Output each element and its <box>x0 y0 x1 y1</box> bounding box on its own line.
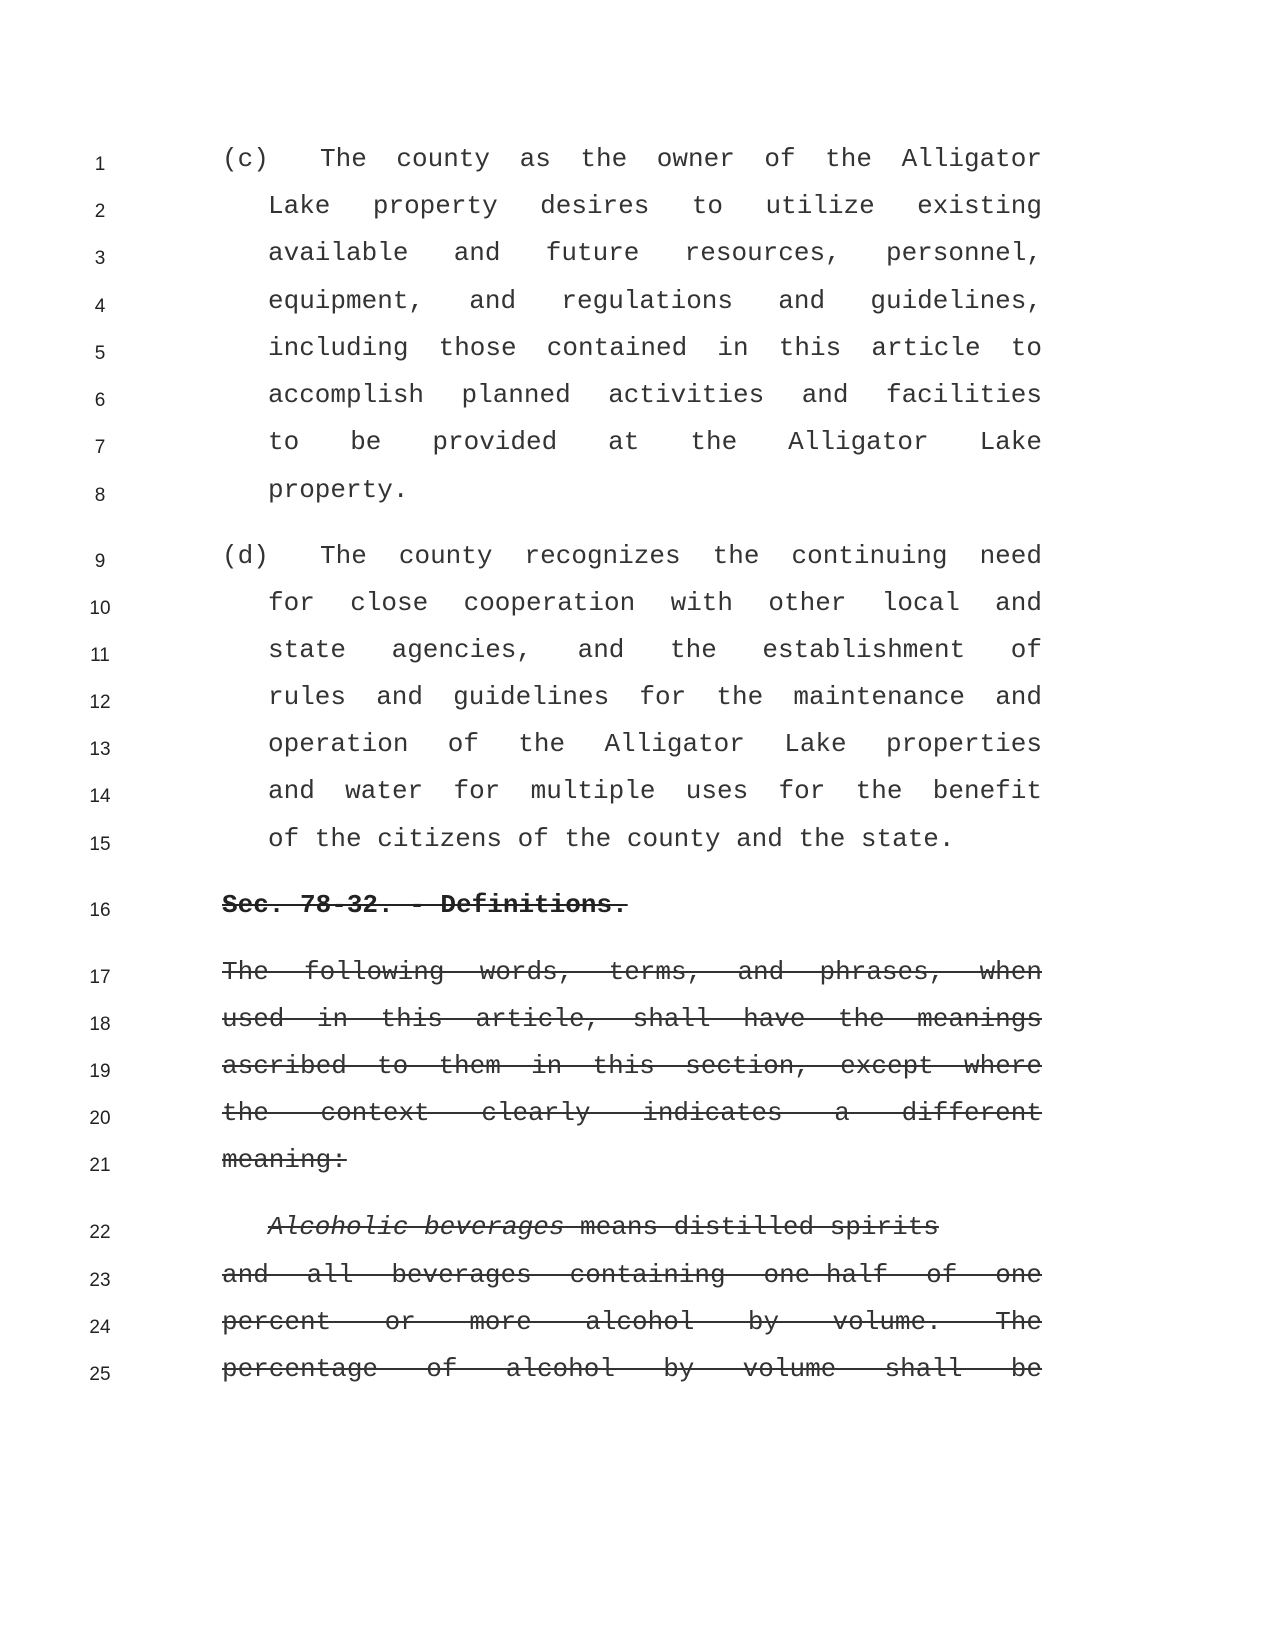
section-c-line: equipment, and regulations and guidelines, <box>268 286 1042 316</box>
section-c-line: Lake property desires to utilize existing <box>268 191 1042 221</box>
line-number: 11 <box>90 645 110 666</box>
line-number: 12 <box>89 692 111 713</box>
line-number: 15 <box>89 834 111 855</box>
line-number: 2 <box>94 201 106 222</box>
section-heading: Sec. 78-32. - Definitions. <box>222 890 628 920</box>
section-c-line: including those contained in this article to <box>268 333 1042 363</box>
section-d-line: state agencies, and the establishment of <box>268 635 1042 665</box>
definitions-intro-line: used in this article, shall have the meanings <box>222 1004 1042 1034</box>
section-d-line: of the citizens of the county and the state. <box>268 824 955 854</box>
definition-term-name: Alcoholic beverages <box>268 1212 565 1242</box>
line-number: 5 <box>94 343 106 364</box>
section-c-label: (c) <box>222 144 269 174</box>
definition-term <box>268 1211 1088 1243</box>
definitions-intro-line: The following words, terms, and phrases, when <box>222 957 1042 987</box>
line-number: 10 <box>89 598 111 619</box>
section-d-line: operation of the Alligator Lake properties <box>268 729 1042 759</box>
section-d-line: rules and guidelines for the maintenance and <box>268 682 1042 712</box>
definitions-intro-line: ascribed to them in this section, except where <box>222 1051 1042 1081</box>
line-number: 6 <box>94 390 106 411</box>
line-number: 22 <box>89 1222 111 1243</box>
section-c-line: accomplish planned activities and facilities <box>268 380 1042 410</box>
definition-line: percentage of alcohol by volume shall be <box>222 1354 1042 1384</box>
definition-line: percent or more alcohol by volume. The <box>222 1307 1042 1337</box>
section-c-line: property. <box>268 475 409 505</box>
section-d-line: for close cooperation with other local and <box>268 588 1042 618</box>
line-number: 3 <box>94 248 106 269</box>
line-number: 24 <box>89 1317 111 1338</box>
line-number: 17 <box>89 967 111 988</box>
line-number: 18 <box>89 1014 111 1035</box>
section-c-line: to be provided at the Alligator Lake <box>268 427 1042 457</box>
section-d-label: (d) <box>222 541 269 571</box>
line-number: 9 <box>94 551 106 572</box>
definitions-intro-line: meaning: <box>222 1145 347 1175</box>
line-number: 4 <box>94 296 106 317</box>
line-number: 21 <box>89 1155 111 1176</box>
line-number: 25 <box>89 1364 111 1385</box>
section-d-line: The county recognizes the continuing need <box>320 541 1042 571</box>
section-c-line: available and future resources, personnel, <box>268 238 1042 268</box>
line-number: 8 <box>94 485 106 506</box>
definitions-intro-line: the context clearly indicates a different <box>222 1098 1042 1128</box>
section-d-line: and water for multiple uses for the benefit <box>268 776 1042 806</box>
line-number: 16 <box>89 900 111 921</box>
definition-line: and all beverages containing one-half of one <box>222 1260 1042 1290</box>
line-number: 20 <box>89 1108 111 1129</box>
line-number: 19 <box>89 1061 111 1082</box>
section-c-line: The county as the owner of the Alligator <box>320 144 1042 174</box>
line-number: 23 <box>89 1270 111 1291</box>
line-number: 13 <box>89 739 111 760</box>
line-number: 1 <box>94 154 106 175</box>
line-number: 7 <box>94 437 106 458</box>
line-number: 14 <box>89 786 111 807</box>
definition-term-text: means distilled spirits <box>564 1212 939 1242</box>
